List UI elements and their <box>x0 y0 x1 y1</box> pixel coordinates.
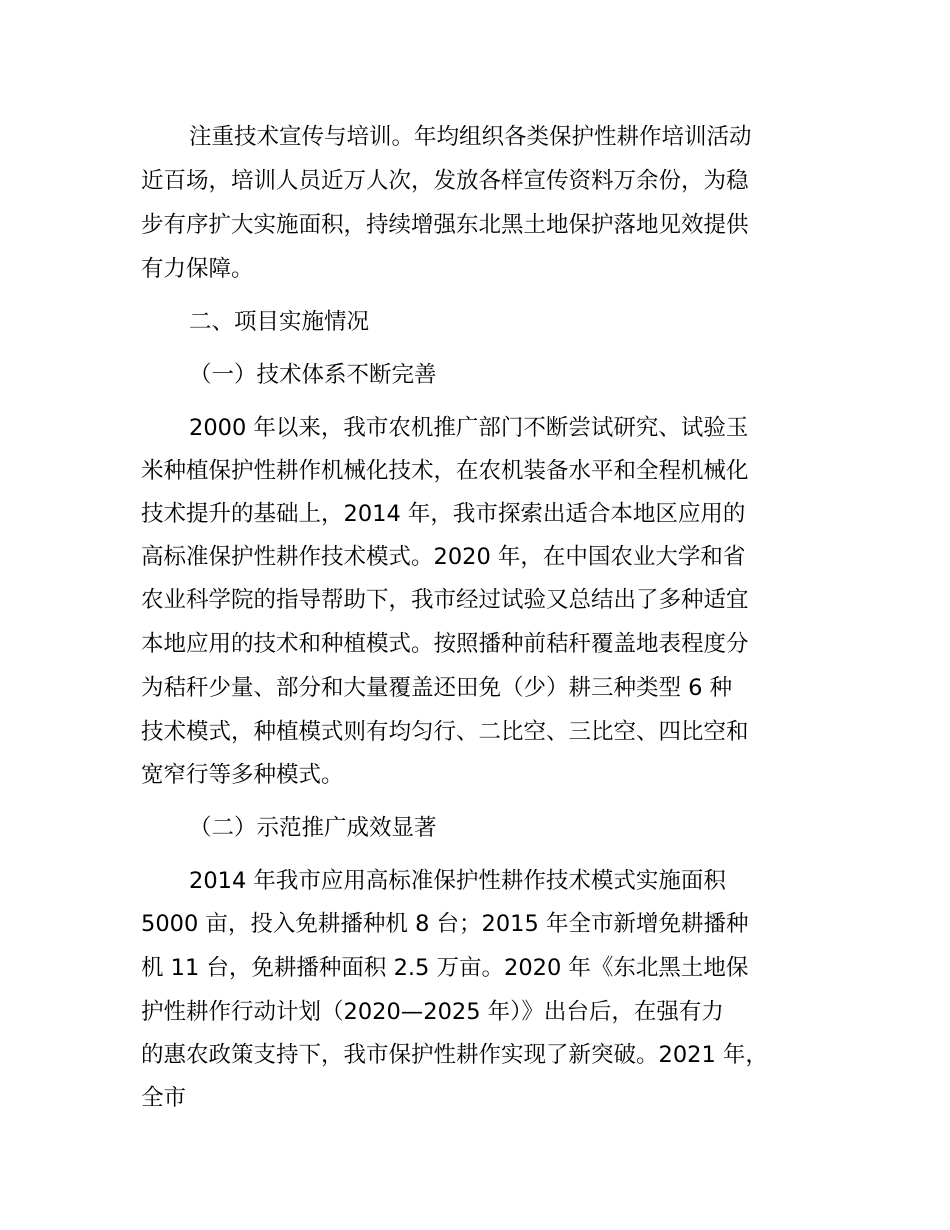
paragraph-3-line-3: 机 11 台，免耕播种面积 2.5 万亩。2020 年《东北黑土地保 <box>141 955 749 981</box>
paragraph-2-line-1: 2000 年以来，我市农机推广部门不断尝试研究、试验玉 <box>189 415 749 441</box>
paragraph-1-line-1: 注重技术宣传与培训。年均组织各类保护性耕作培训活动 <box>189 124 752 150</box>
paragraph-2-line-7: 为秸秆少量、部分和大量覆盖还田免（少）耕三种类型 6 种 <box>141 675 733 701</box>
paragraph-2-line-8: 技术模式，种植模式则有均匀行、二比空、三比空、四比空和 <box>141 719 749 745</box>
paragraph-1-line-2: 近百场，培训人员近万人次，发放各样宣传资料万余份，为稳 <box>141 168 749 194</box>
paragraph-2-line-9: 宽窄行等多种模式。 <box>141 762 344 788</box>
paragraph-2-line-3: 技术提升的基础上，2014 年，我市探索出适合本地区应用的 <box>141 501 746 527</box>
paragraph-1-line-3: 步有序扩大实施面积，持续增强东北黑土地保护落地见效提供 <box>141 212 749 238</box>
paragraph-3-line-6: 全市 <box>141 1085 187 1111</box>
paragraph-3-line-1: 2014 年我市应用高标准保护性耕作技术模式实施面积 <box>189 868 726 894</box>
paragraph-3-line-4: 护性耕作行动计划（2020—2025 年）》出台后，在强有力 <box>141 999 724 1025</box>
paragraph-2-line-4: 高标准保护性耕作技术模式。2020 年，在中国农业大学和省 <box>141 544 746 570</box>
subheading-demonstration-promotion: （二）示范推广成效显著 <box>189 815 437 841</box>
paragraph-2-line-2: 米种植保护性耕作机械化技术，在农机装备水平和全程机械化 <box>141 458 749 484</box>
subheading-technical-system: （一）技术体系不断完善 <box>189 362 437 388</box>
section-heading-project-implementation: 二、项目实施情况 <box>189 309 370 335</box>
paragraph-1-line-4: 有力保障。 <box>141 256 254 282</box>
paragraph-3-line-5: 的惠农政策支持下，我市保护性耕作实现了新突破。2021 年， <box>141 1042 768 1068</box>
paragraph-2-line-5: 农业科学院的指导帮助下，我市经过试验又总结出了多种适宜 <box>141 587 749 613</box>
paragraph-3-line-2: 5000 亩，投入免耕播种机 8 台；2015 年全市新增免耕播种 <box>141 911 749 937</box>
paragraph-2-line-6: 本地应用的技术和种植模式。按照播种前秸秆覆盖地表程度分 <box>141 631 749 657</box>
